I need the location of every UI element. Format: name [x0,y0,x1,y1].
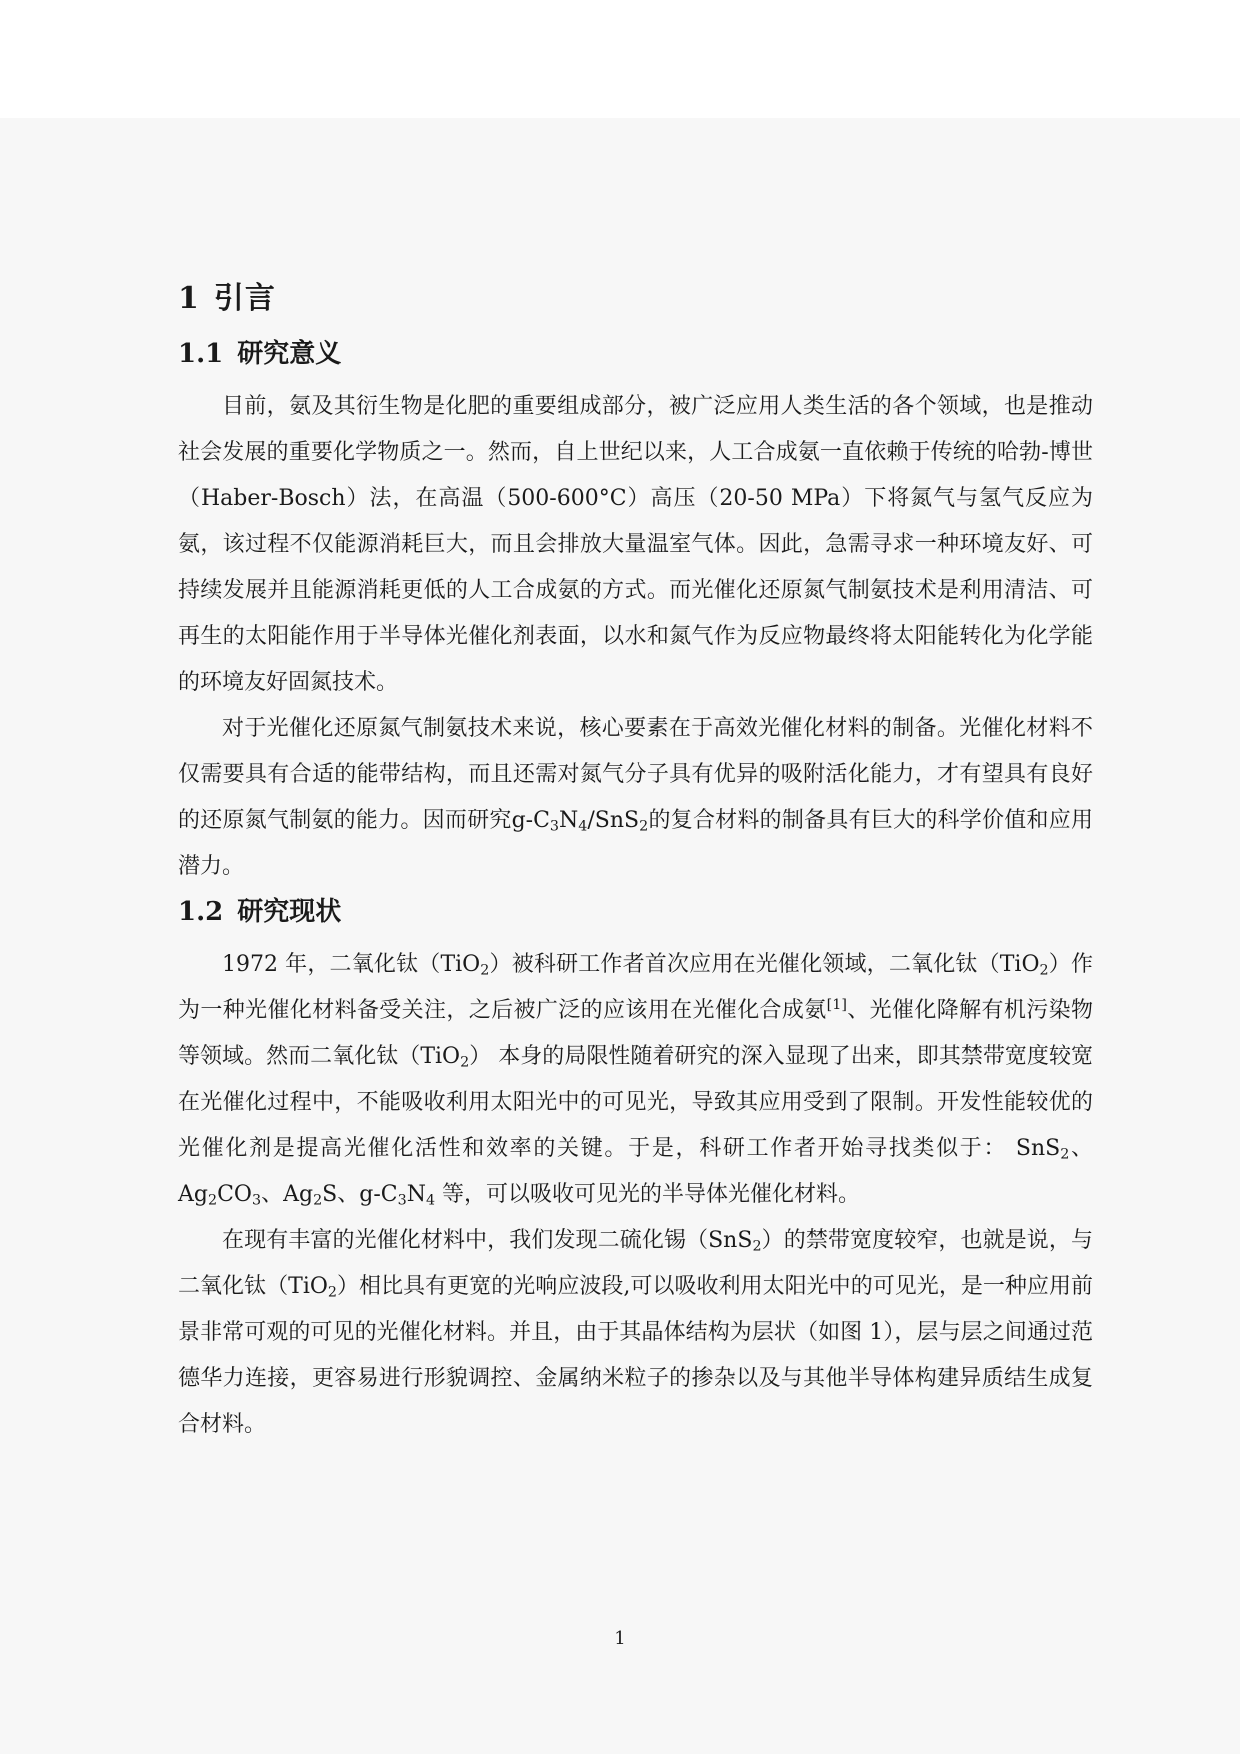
section-title: 引言 [213,281,276,316]
section-number: 1 [178,281,200,316]
section-heading [178,276,1093,322]
citation-ref[interactable]: [1] [826,997,847,1014]
subsection-number: 1.2 [178,897,224,927]
paragraph-status-1: 1972 年，二氧化钛（TiO$_2$）被科研工作者首次应用在光催化领域，二氧化钛（TiO$_2$）作为一种光催化材料备受关注，之后被广泛的应该用在光催化合成氨[1]、光催化降解有机污染物等领域。然而二氧化钛（TiO$_2$） 本身的局限性随着研究的深入显现了出来，即其禁带宽度较宽在光催化过程中，不能吸收利用太阳光中的可见光，导致其应用受到了限制。开发性能较优的光催化剂是提高光催化活性和效率的关键。于是，科研工作者开始寻找类似于： SnS$_2$、$Ag_2CO_3$、$Ag_2S$、$g-C_3N_4$ 等，可以吸收可见光的半导体光催化材料。 [178,952,1093,1209]
subsection-heading-1-2 [178,892,1093,932]
paragraph-status-2: 在现有丰富的光催化材料中，我们发现二硫化锡（SnS$_2$）的禁带宽度较窄，也就是说，与二氧化钛（TiO$_2$）相比具有更宽的光响应波段,可以吸收利用太阳光中的可见光，是一种应用前景非常可观的可见的光催化材料。并且，由于其晶体结构为层状（如图 1），层与层之间通过范德华力连接，更容易进行形貌调控、金属纳米粒子的掺杂以及与其他半导体构建异质结生成复合材料。 [178,1228,1093,1437]
subsection-heading-1-1 [178,334,1093,374]
subsection-title: 研究意义 [237,339,342,369]
page-body [0,118,1240,1754]
subsection-title: 研究现状 [237,897,342,927]
page-number: 1 [614,1628,626,1649]
paragraph-significance-2: 对于光催化还原氮气制氨技术来说，核心要素在于高效光催化材料的制备。光催化材料不仅需要具有合适的能带结构，而且还需对氮气分子具有优异的吸附活化能力，才有望具有良好的还原氮气制氨的能力。因而研究$g-C_3N_4/SnS_2$的复合材料的制备具有巨大的科学价值和应用潜力。 [178,716,1093,879]
document-content [178,276,1093,1448]
subsection-number: 1.1 [178,339,224,369]
paragraph-significance-1: 目前，氨及其衍生物是化肥的重要组成部分，被广泛应用人类生活的各个领域，也是推动社会发展的重要化学物质之一。然而，自上世纪以来，人工合成氨一直依赖于传统的哈勃-博世（Haber-Bosch）法，在高温（500-600°C）高压（20-50 MPa）下将氮气与氢气反应为氨，该过程不仅能源消耗巨大，而且会排放大量温室气体。因此，急需寻求一种环境友好、可持续发展并且能源消耗更低的人工合成氨的方式。而光催化还原氮气制氨技术是利用清洁、可再生的太阳能作用于半导体光催化剂表面，以水和氮气作为反应物最终将太阳能转化为化学能的环境友好固氮技术。 [178,394,1093,695]
